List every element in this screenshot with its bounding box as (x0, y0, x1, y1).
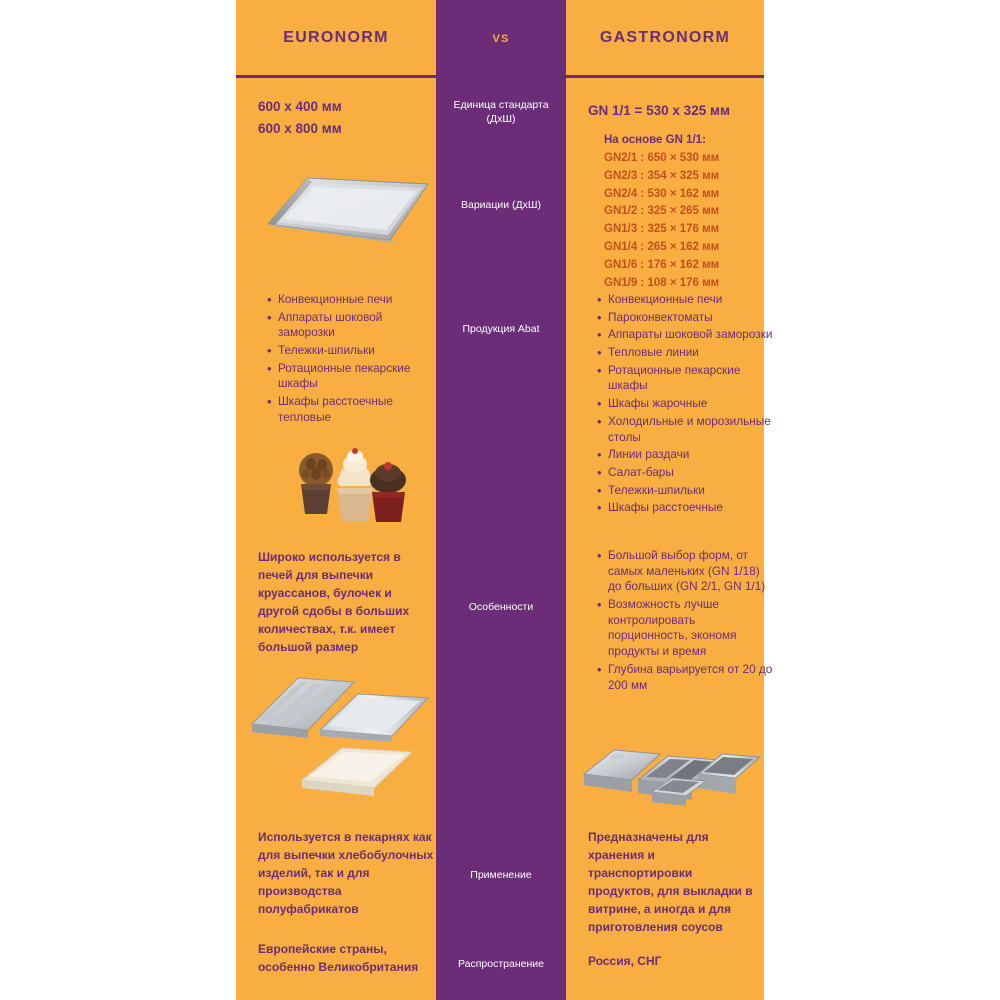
list-item: • Аппараты шоковой заморозки (278, 310, 438, 341)
list-item: • Салат-бары (608, 465, 774, 481)
list-item: • Шкафы расстоечные тепловые (278, 394, 438, 425)
list-item: GN1/3 : 325 × 176 мм (604, 223, 720, 236)
gastronorm-variations-list (604, 150, 774, 293)
list-item: • Большой выбор форм, от самых маленьких (GN 1/18) до больших (GN 2/1, GN 1/1) (608, 548, 774, 595)
vs-header (436, 0, 566, 78)
label-unit-standard-line1: Единица стандарта (453, 99, 549, 111)
gastronorm-column (566, 0, 773, 1000)
euronorm-unit-line1: 600 x 400 мм (258, 99, 342, 114)
list-item: • Тележки-шпильки (608, 483, 774, 499)
list-item: GN2/1 : 650 × 530 мм (604, 152, 720, 164)
label-application: Применение (470, 869, 532, 881)
gastronorm-header (566, 0, 764, 78)
list-item: • Аппараты шоковой заморозки (608, 327, 774, 343)
vs-label: VS (492, 33, 510, 45)
list-item: • Конвекционные печи (278, 292, 438, 308)
list-item: GN1/4 : 265 × 162 мм (604, 241, 720, 254)
list-item: • Конвекционные печи (608, 292, 774, 308)
list-item: • Глубина варьируется от 20 до 200 мм (608, 662, 774, 693)
label-features: Особенности (468, 601, 534, 613)
baguette-tray-image (246, 668, 436, 808)
list-item: • Холодильные и морозильные столы (608, 414, 774, 445)
list-item: • Шкафы жарочные (608, 396, 774, 412)
cupcakes-image (284, 440, 414, 532)
euronorm-application-text: Используется в пекарнях как для выпечки хлебобулочных изделий, так и для производства полуфабрикатов (258, 830, 434, 916)
list-item: GN2/4 : 530 × 162 мм (604, 187, 720, 200)
list-item: • Ротационные пекарские шкафы (278, 361, 438, 392)
gastronorm-variations-intro: На основе GN 1/1: (604, 134, 706, 146)
list-item: • Тележки-шпильки (278, 343, 438, 359)
gastronorm-containers-image (580, 730, 762, 816)
gastronorm-unit-size: GN 1/1 = 530 x 325 мм (588, 103, 730, 118)
euronorm-header (236, 0, 436, 78)
gastronorm-products-list (594, 292, 774, 518)
euronorm-products-list (264, 292, 438, 428)
gastronorm-distribution-text: Россия, СНГ (588, 954, 662, 968)
label-variations: Вариации (ДхШ) (460, 199, 542, 211)
list-item: GN1/6 : 176 × 162 мм (604, 258, 720, 271)
list-item: • Линии раздачи (608, 447, 774, 463)
label-products: Продукция Abat (462, 323, 540, 335)
list-item: • Тепловые линии (608, 345, 774, 361)
baking-tray-image (250, 162, 430, 250)
comparison-infographic (236, 0, 773, 1000)
label-distribution: Распространение (458, 958, 544, 970)
list-item: GN1/2 : 325 × 265 мм (604, 205, 720, 218)
euronorm-distribution-text: Европейские страны, особенно Великобритания (258, 942, 419, 974)
euronorm-column (236, 0, 436, 1000)
label-unit-standard-line2: (ДхШ) (486, 113, 516, 126)
euronorm-features-text: Широко используется в печей для выпечки круассанов, булочек и другой сдобы в больших количествах, т.к. имеет большой размер (258, 550, 410, 654)
euronorm-title: EURONORM (283, 28, 389, 46)
list-item: • Пароконвектоматы (608, 310, 774, 326)
list-item: • Ротационные пекарские шкафы (608, 363, 774, 394)
list-item: • Возможность лучше контролировать порционность, экономя продукты и время (608, 597, 774, 660)
gastronorm-features-list (594, 548, 774, 695)
label-unit-standard (436, 98, 566, 126)
list-item: • Шкафы расстоечные (608, 500, 774, 516)
euronorm-unit-line2: 600 x 800 мм (258, 120, 342, 136)
gastronorm-application-text: Предназначены для хранения и транспортировки продуктов, для выкладки в витрине, а иногда и для приготовления соусов (588, 830, 753, 934)
labels-column (436, 0, 566, 1000)
euronorm-unit-sizes (258, 96, 428, 139)
gastronorm-title: GASTRONORM (599, 28, 731, 46)
list-item: GN1/9 : 108 × 176 мм (604, 276, 720, 289)
list-item: GN2/3 : 354 × 325 мм (604, 169, 720, 182)
